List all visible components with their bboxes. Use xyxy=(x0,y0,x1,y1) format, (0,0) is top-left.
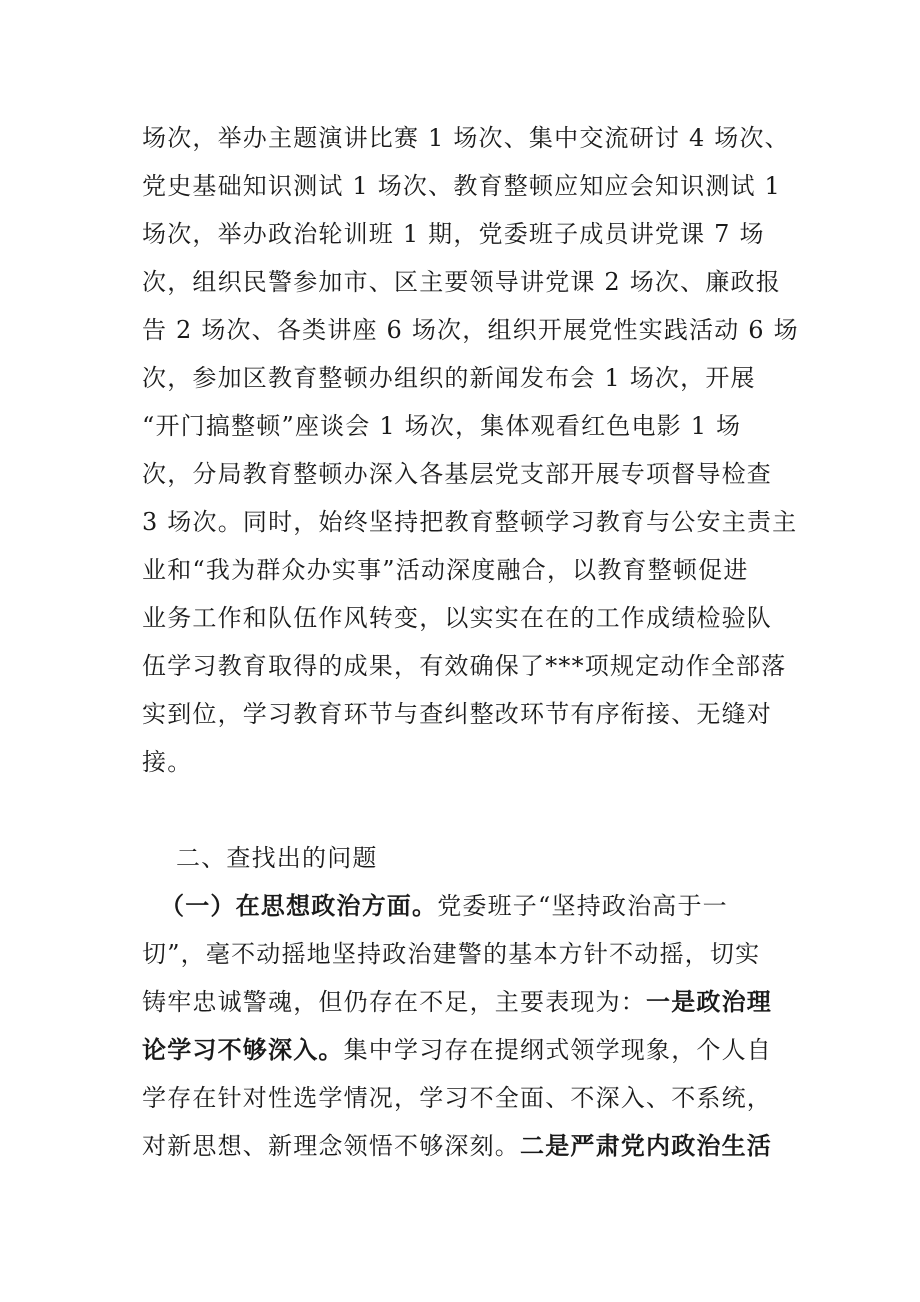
text-run: 集中学习存在提纲式领学现象，个人自 xyxy=(343,1036,773,1064)
paragraph-line: 次，组织民警参加市、区主要领导讲党课 2 场次、廉政报 xyxy=(142,268,781,296)
paragraph-line: 切”，毫不动摇地坚持政治建警的基本方针不动摇，切实 xyxy=(142,940,761,968)
subsection-title: （一）在思想政治方面。 xyxy=(160,891,438,920)
text-run: 党委班子“坚持政治高于一 xyxy=(437,892,728,920)
paragraph-line: 场次，举办政治轮训班 1 期，党委班子成员讲党课 7 场 xyxy=(142,220,765,248)
text-run: 对新思想、新理念领悟不够深刻。 xyxy=(142,1132,520,1160)
paragraph-line: 党史基础知识测试 1 场次、教育整顿应知应会知识测试 1 xyxy=(142,172,782,200)
paragraph-line: 告 2 场次、各类讲座 6 场次，组织开展党性实践活动 6 场 xyxy=(142,316,799,344)
section-heading: 二、查找出的问题 xyxy=(176,844,378,872)
paragraph-line: 场次，举办主题演讲比赛 1 场次、集中交流研讨 4 场次、 xyxy=(142,124,790,152)
paragraph-line xyxy=(142,1026,782,1074)
paragraph-line: “开门搞整顿”座谈会 1 场次，集体观看红色电影 1 场 xyxy=(142,412,742,440)
paragraph-line: 次，参加区教育整顿办组织的新闻发布会 1 场次，开展 xyxy=(142,364,756,392)
text-run: 铸牢忠诚警魂，但仍存在不足，主要表现为： xyxy=(142,988,646,1016)
paragraph-line: 次，分局教育整顿办深入各基层党支部开展专项督导检查 xyxy=(142,460,772,488)
paragraph-line: 接。 xyxy=(142,748,193,776)
paragraph-line xyxy=(160,882,800,930)
paragraph-line xyxy=(142,1122,782,1170)
paragraph-line: 业和“我为群众办实事”活动深度融合，以教育整顿促进 xyxy=(142,556,749,584)
paragraph-line: 3 场次。同时，始终坚持把教育整顿学习教育与公安主责主 xyxy=(142,508,798,536)
bold-text-run: 二是严肃党内政治生活 xyxy=(520,1131,772,1160)
paragraph-line: 学存在针对性选学情况，学习不全面、不深入、不系统， xyxy=(142,1084,772,1112)
paragraph-line xyxy=(142,978,782,1026)
paragraph-line: 实到位，学习教育环节与查纠整改环节有序衔接、无缝对 xyxy=(142,700,772,728)
bold-text-run: 论学习不够深入。 xyxy=(142,1035,344,1064)
paragraph-line: 伍学习教育取得的成果，有效确保了***项规定动作全部落 xyxy=(142,652,787,680)
paragraph-line: 业务工作和队伍作风转变，以实实在在的工作成绩检验队 xyxy=(142,604,772,632)
bold-text-run: 一是政治理 xyxy=(646,987,772,1016)
